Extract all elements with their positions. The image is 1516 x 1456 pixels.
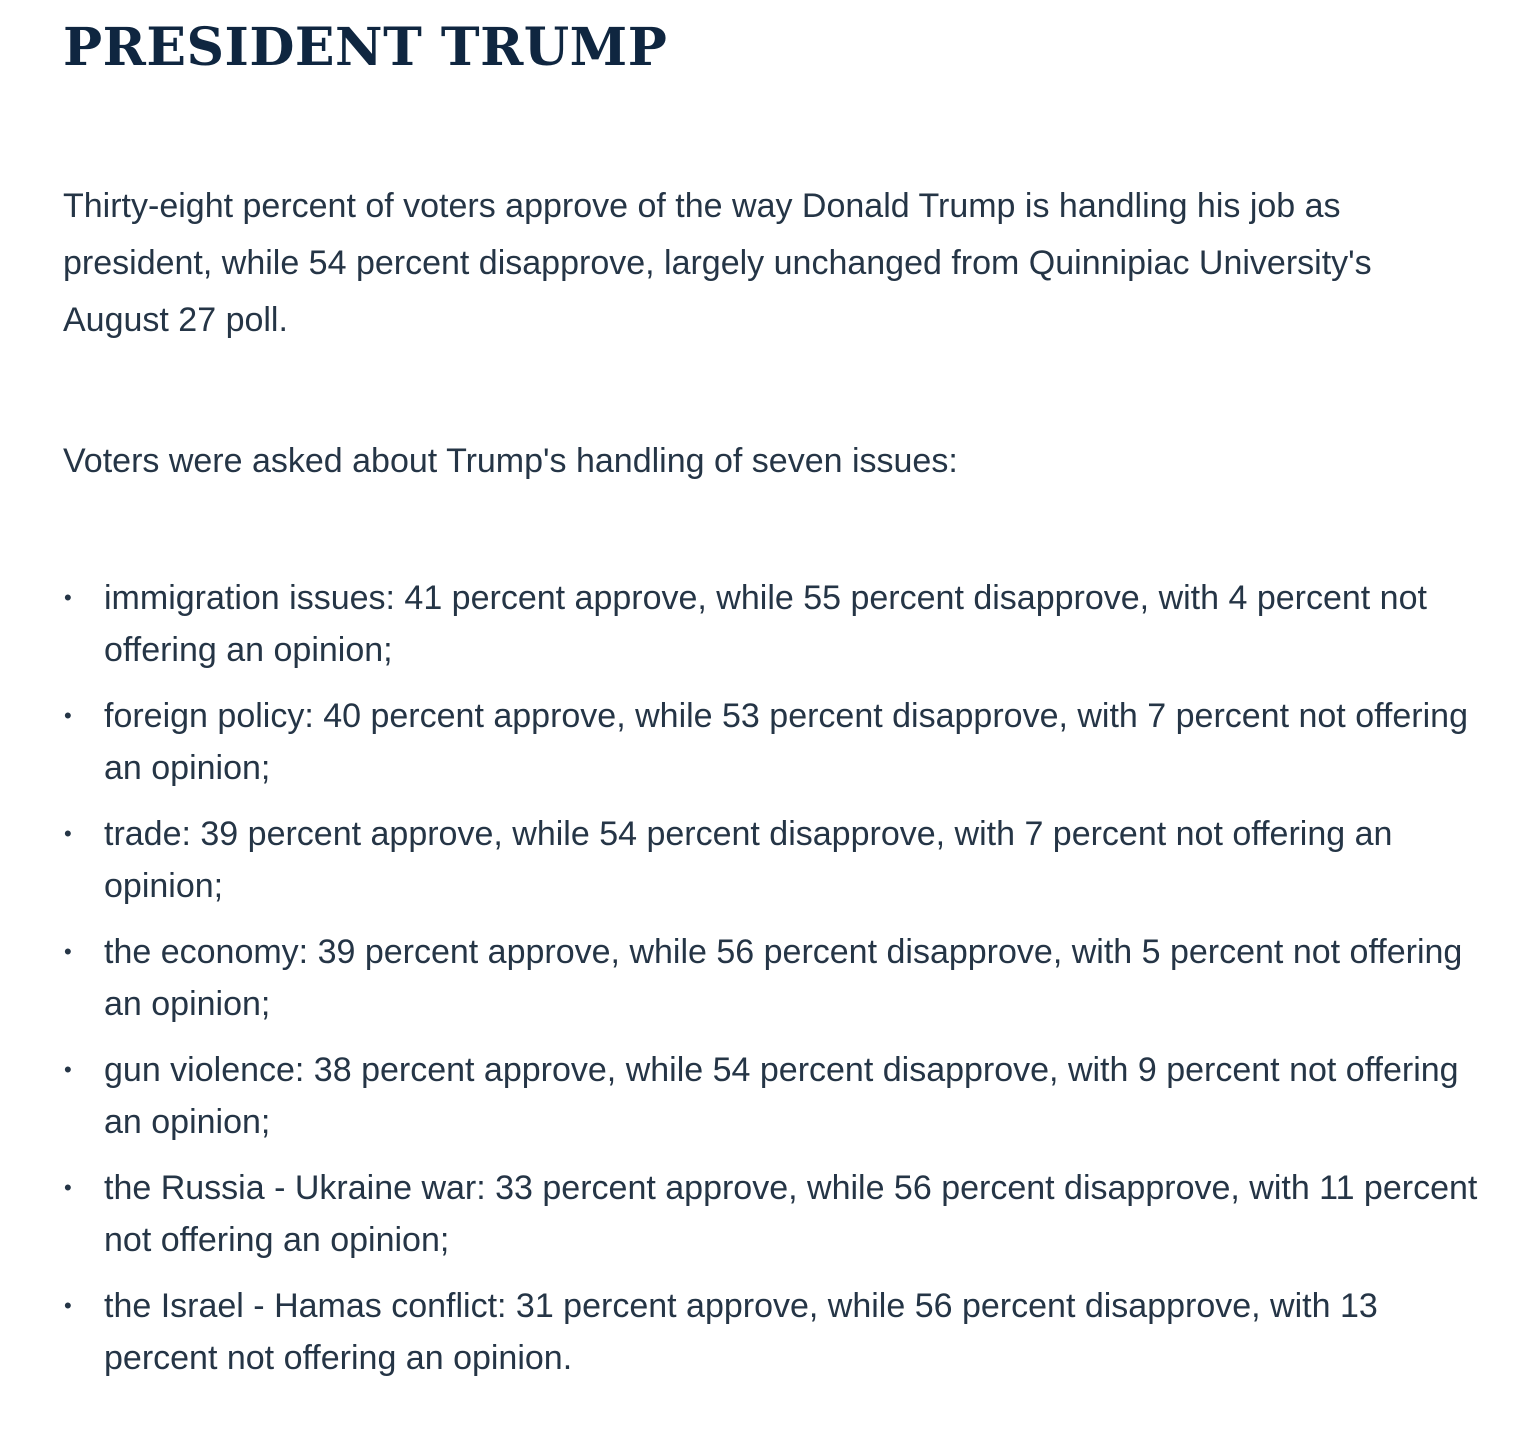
list-item	[63, 690, 1483, 794]
article-content	[63, 0, 1483, 1398]
issue-text: trade: 39 percent approve, while 54 percent disapprove, with 7 percent not offering an opinion;	[104, 815, 1393, 905]
bullet-icon: •	[64, 1175, 72, 1200]
bullet-icon: •	[64, 821, 72, 846]
page-title: PRESIDENT TRUMP	[63, 17, 668, 78]
issue-text: gun violence: 38 percent approve, while 54 percent disapprove, with 9 percent not offering an opinion;	[104, 1051, 1459, 1141]
bullet-icon: •	[64, 939, 72, 964]
issue-text: the economy: 39 percent approve, while 56 percent disapprove, with 5 percent not offering an opinion;	[104, 933, 1463, 1023]
list-item	[63, 1044, 1483, 1148]
issue-text: immigration issues: 41 percent approve, while 55 percent disapprove, with 4 percent not offering an opinion;	[104, 579, 1427, 669]
list-item	[63, 572, 1483, 676]
bullet-icon: •	[64, 1057, 72, 1082]
bullet-icon: •	[64, 703, 72, 728]
list-item	[63, 1280, 1483, 1384]
list-item	[63, 808, 1483, 912]
list-item	[63, 1162, 1483, 1266]
issues-lead-paragraph: Voters were asked about Trump's handling of seven issues:	[63, 442, 958, 480]
bullet-icon: •	[64, 1293, 72, 1318]
list-item	[63, 926, 1483, 1030]
intro-paragraph: Thirty-eight percent of voters approve of the way Donald Trump is handling his job as president, while 54 percent disapprove, largely unchanged from Quinnipiac University's August 27 poll.	[63, 187, 1372, 339]
issues-list	[63, 572, 1483, 1384]
issue-text: the Russia - Ukraine war: 33 percent approve, while 56 percent disapprove, with 11 percent not offering an opinion;	[104, 1169, 1478, 1259]
bullet-icon: •	[64, 585, 72, 610]
issue-text: the Israel - Hamas conflict: 31 percent approve, while 56 percent disapprove, with 13 percent not offering an opinion.	[104, 1287, 1378, 1377]
issue-text: foreign policy: 40 percent approve, while 53 percent disapprove, with 7 percent not offering an opinion;	[104, 697, 1468, 787]
